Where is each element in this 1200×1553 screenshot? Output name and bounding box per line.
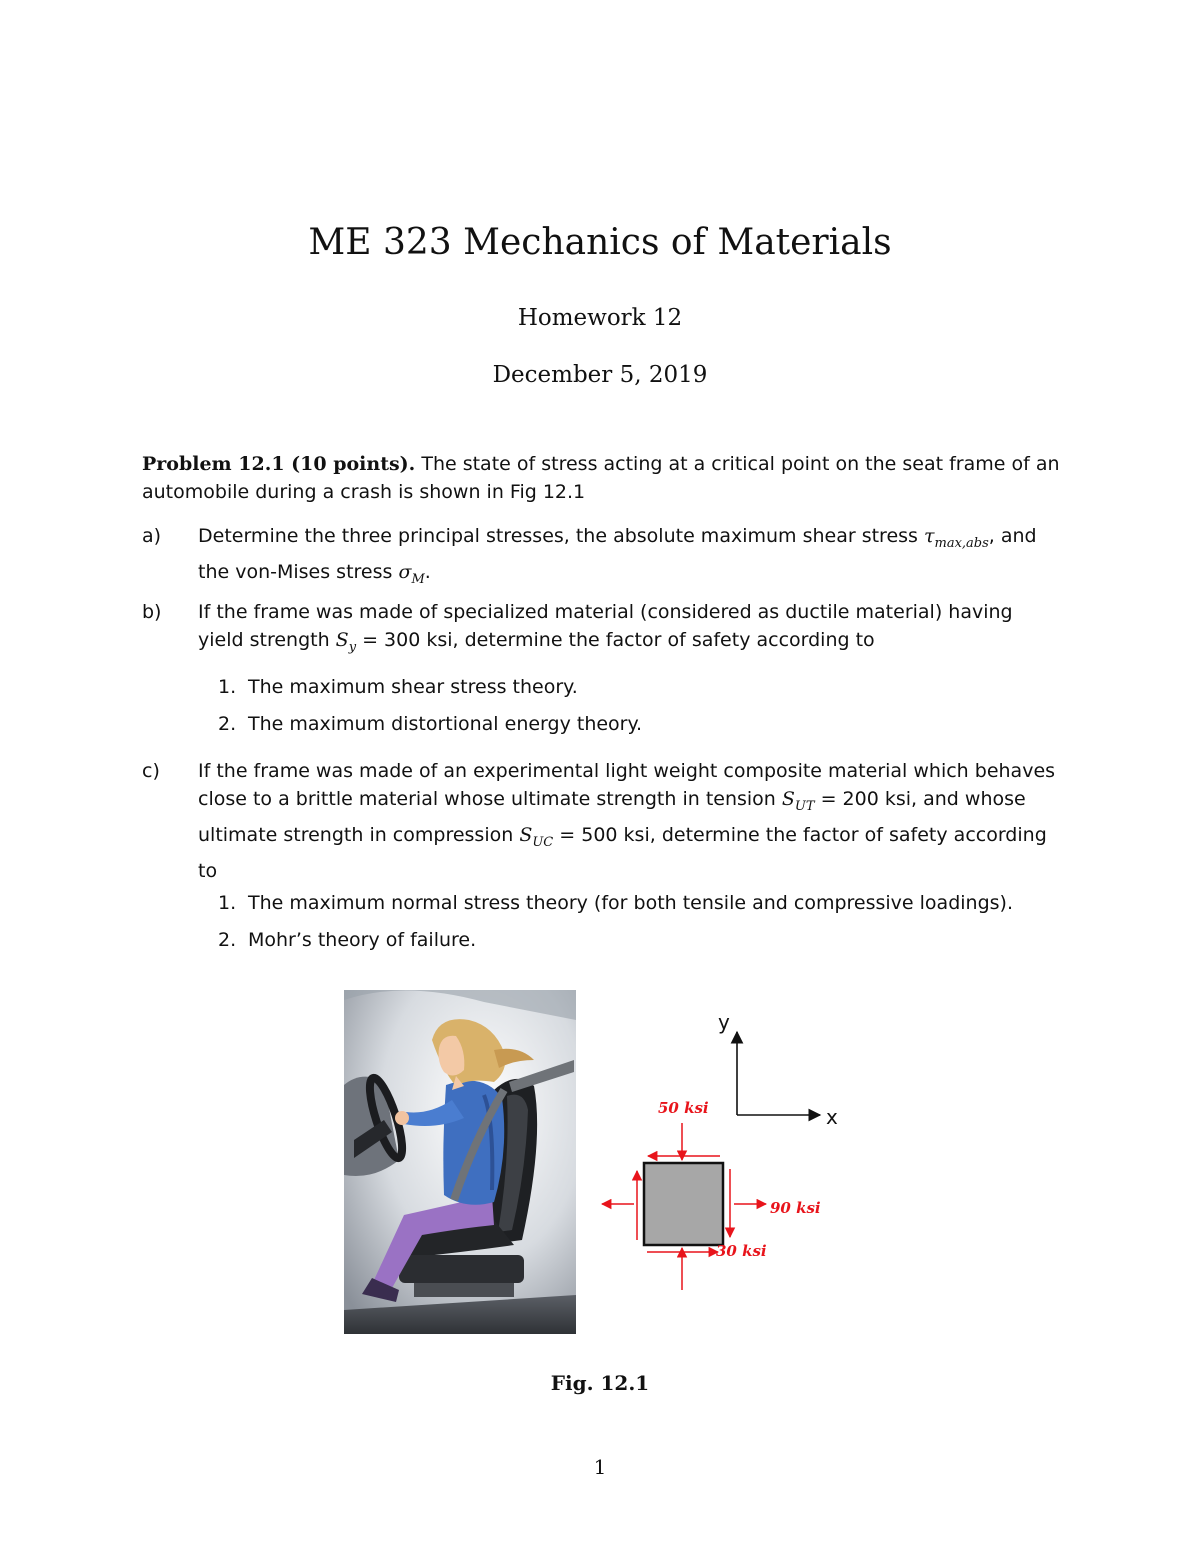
- sut-symbol: S: [781, 788, 795, 810]
- list-item-text: Mohr’s theory of failure.: [248, 929, 477, 951]
- sut-subscript: UT: [794, 798, 815, 814]
- list-item-number: 2.: [218, 713, 237, 735]
- sy-subscript: y: [348, 639, 357, 655]
- y-axis-label: y: [718, 1010, 730, 1034]
- part-c-text: [198, 757, 1060, 885]
- list-item-number: 1.: [218, 892, 237, 914]
- homework-subtitle: Homework 12: [517, 305, 683, 331]
- part-c-text-3: = 500 ksi, determine the factor of safety according to: [198, 823, 1047, 882]
- part-b-text-1: If the frame was made of specialized material (considered as ductile material) having yield strength: [198, 601, 1013, 651]
- stress-label: 90 ksi: [770, 1199, 821, 1217]
- part-b-text: [198, 598, 1060, 662]
- sy-symbol: S: [335, 629, 349, 651]
- sigma-symbol: σ: [398, 560, 412, 583]
- part-c-text-2: = 200 ksi, and whose ultimate strength in compression: [198, 788, 1026, 846]
- list-item-number: 2.: [218, 929, 237, 951]
- part-c-text-1: If the frame was made of an experimental light weight composite material which behaves close to a brittle material whose ultimate strength in tension: [198, 760, 1056, 810]
- x-axis-label: x: [826, 1105, 838, 1129]
- date: December 5, 2019: [492, 362, 708, 388]
- car-seat-illustration: [344, 990, 576, 1334]
- problem-statement: [142, 450, 1060, 506]
- list-item-text: The maximum shear stress theory.: [248, 676, 578, 698]
- tau-subscript: max,abs: [934, 535, 989, 551]
- stress-element-diagram: [590, 1005, 850, 1295]
- part-c-label: c): [142, 760, 160, 782]
- sigma-subscript: M: [411, 571, 425, 587]
- figure-caption: Fig. 12.1: [550, 1371, 650, 1395]
- part-a-label: a): [142, 525, 162, 547]
- stress-label: 50 ksi: [658, 1099, 709, 1117]
- page-number: 1: [593, 1455, 607, 1479]
- problem-heading: Problem 12.1 (10 points).: [142, 453, 416, 475]
- part-a-text-1: Determine the three principal stresses, the absolute maximum shear stress: [198, 525, 924, 547]
- suc-subscript: UC: [532, 834, 554, 850]
- part-a-text-2: , and the von-Mises stress: [198, 525, 1037, 583]
- part-a-text-3: .: [424, 560, 431, 583]
- tau-symbol: τ: [923, 525, 935, 547]
- problem-intro: The state of stress acting at a critical point on the seat frame of an automobile during a crash is shown in Fig 12.1: [142, 453, 1060, 503]
- list-item-number: 1.: [218, 676, 237, 698]
- stress-element: [644, 1163, 723, 1245]
- part-b-label: b): [142, 601, 162, 623]
- suc-symbol: S: [519, 823, 533, 846]
- page-title: ME 323 Mechanics of Materials: [308, 222, 892, 263]
- stress-label: 30 ksi: [716, 1242, 767, 1260]
- list-item-text: The maximum normal stress theory (for both tensile and compressive loadings).: [248, 892, 1013, 914]
- part-b-text-2: = 300 ksi, determine the factor of safety according to: [356, 629, 875, 651]
- list-item-text: The maximum distortional energy theory.: [248, 713, 643, 735]
- part-a-text: [198, 522, 1060, 594]
